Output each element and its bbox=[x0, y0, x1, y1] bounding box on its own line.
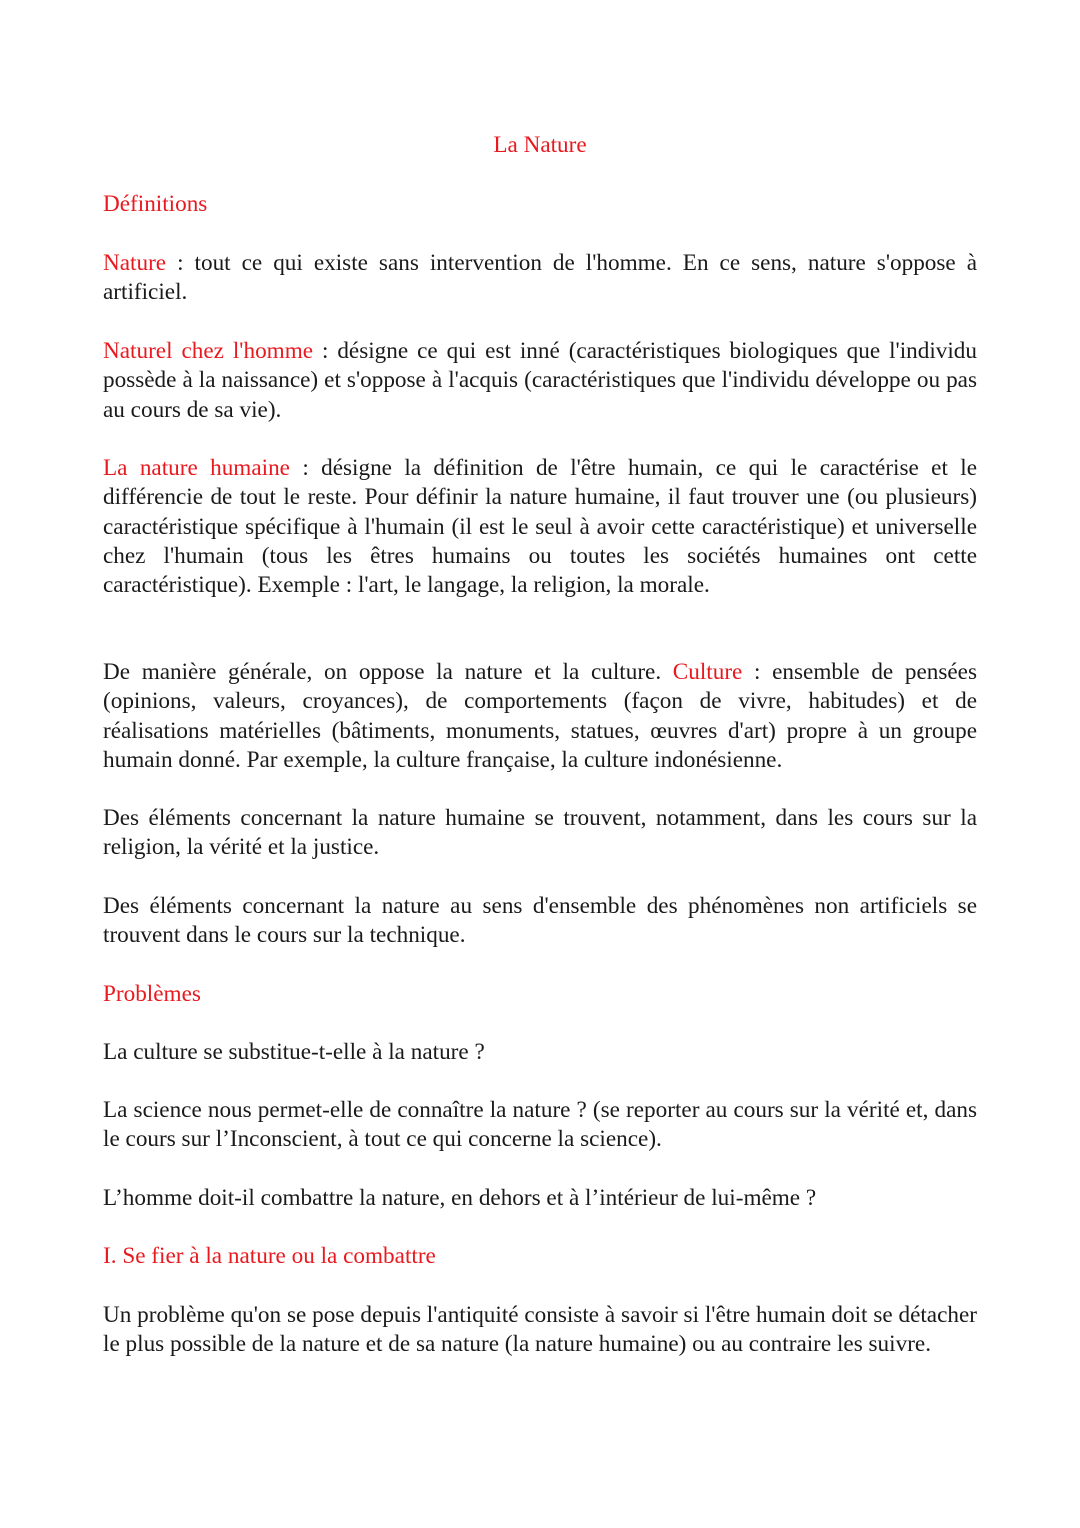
problem-1: La culture se substitue-t-elle à la nature ? bbox=[103, 1039, 485, 1065]
paragraph-elements-1: Des éléments concernant la nature humaine se trouvent, notamment, dans les cours sur la religion, la vérité et la justice. bbox=[103, 805, 977, 861]
definition-naturel-text: : désigne ce qui est inné (caractéristiques biologiques que l'individu possède à la naissance) et s'oppose à l'acquis (caractéristiques que l'individu développe ou pas au cours de sa vie). bbox=[103, 338, 977, 423]
document-title: La Nature bbox=[493, 132, 587, 158]
definition-nature-humaine-text: : désigne la définition de l'être humain, ce qui le caractérise et le différencie de tout le reste. Pour définir la nature humaine, il faut trouver une (ou plusieurs) caractéristique spécifique à l'humain (il est le seul à avoir cette caractéristique) et universelle chez l'humain (tous les êtres humains ou toutes les sociétés humaines ont cette caractéristique). Exemple : l'art, le langage, la religion, la morale. bbox=[103, 455, 977, 599]
culture-intro-text: De manière générale, on oppose la nature et la culture. bbox=[103, 659, 673, 685]
paragraph-culture bbox=[103, 658, 977, 775]
definition-culture-text: : ensemble de pensées (opinions, valeurs, croyances), de comportements (façon de vivre, habitudes) et de réalisations matérielles (bâtiments, monuments, statues, œuvres d'art) propre à un groupe humain donné. Par exemple, la culture française, la culture indonésienne. bbox=[103, 659, 977, 773]
problem-2: La science nous permet-elle de connaître la nature ? (se reporter au cours sur la vérité et, dans le cours sur l’Inconscient, à tout ce qui concerne la science). bbox=[103, 1097, 977, 1153]
section-1-heading: I. Se fier à la nature ou la combattre bbox=[103, 1243, 436, 1269]
definitions-heading: Définitions bbox=[103, 191, 208, 217]
document-page bbox=[103, 0, 977, 1528]
problem-3: L’homme doit-il combattre la nature, en dehors et à l’intérieur de lui-même ? bbox=[103, 1185, 817, 1211]
paragraph-elements-2: Des éléments concernant la nature au sens d'ensemble des phénomènes non artificiels se trouvent dans le cours sur la technique. bbox=[103, 893, 977, 949]
problems-heading: Problèmes bbox=[103, 981, 201, 1007]
definition-nature bbox=[103, 249, 977, 308]
term-culture: Culture bbox=[672, 659, 743, 685]
definition-nature-text: : tout ce qui existe sans intervention de l'homme. En ce sens, nature s'oppose à artificiel. bbox=[103, 250, 977, 306]
definition-nature-humaine bbox=[103, 454, 977, 600]
definition-naturel bbox=[103, 337, 977, 425]
section-1-paragraph: Un problème qu'on se pose depuis l'antiquité consiste à savoir si l'être humain doit se détacher le plus possible de la nature et de sa nature (la nature humaine) ou au contraire les suivre. bbox=[103, 1302, 977, 1358]
term-naturel: Naturel chez l'homme bbox=[103, 338, 314, 364]
term-nature: Nature bbox=[103, 250, 167, 276]
term-nature-humaine: La nature humaine bbox=[103, 455, 290, 481]
